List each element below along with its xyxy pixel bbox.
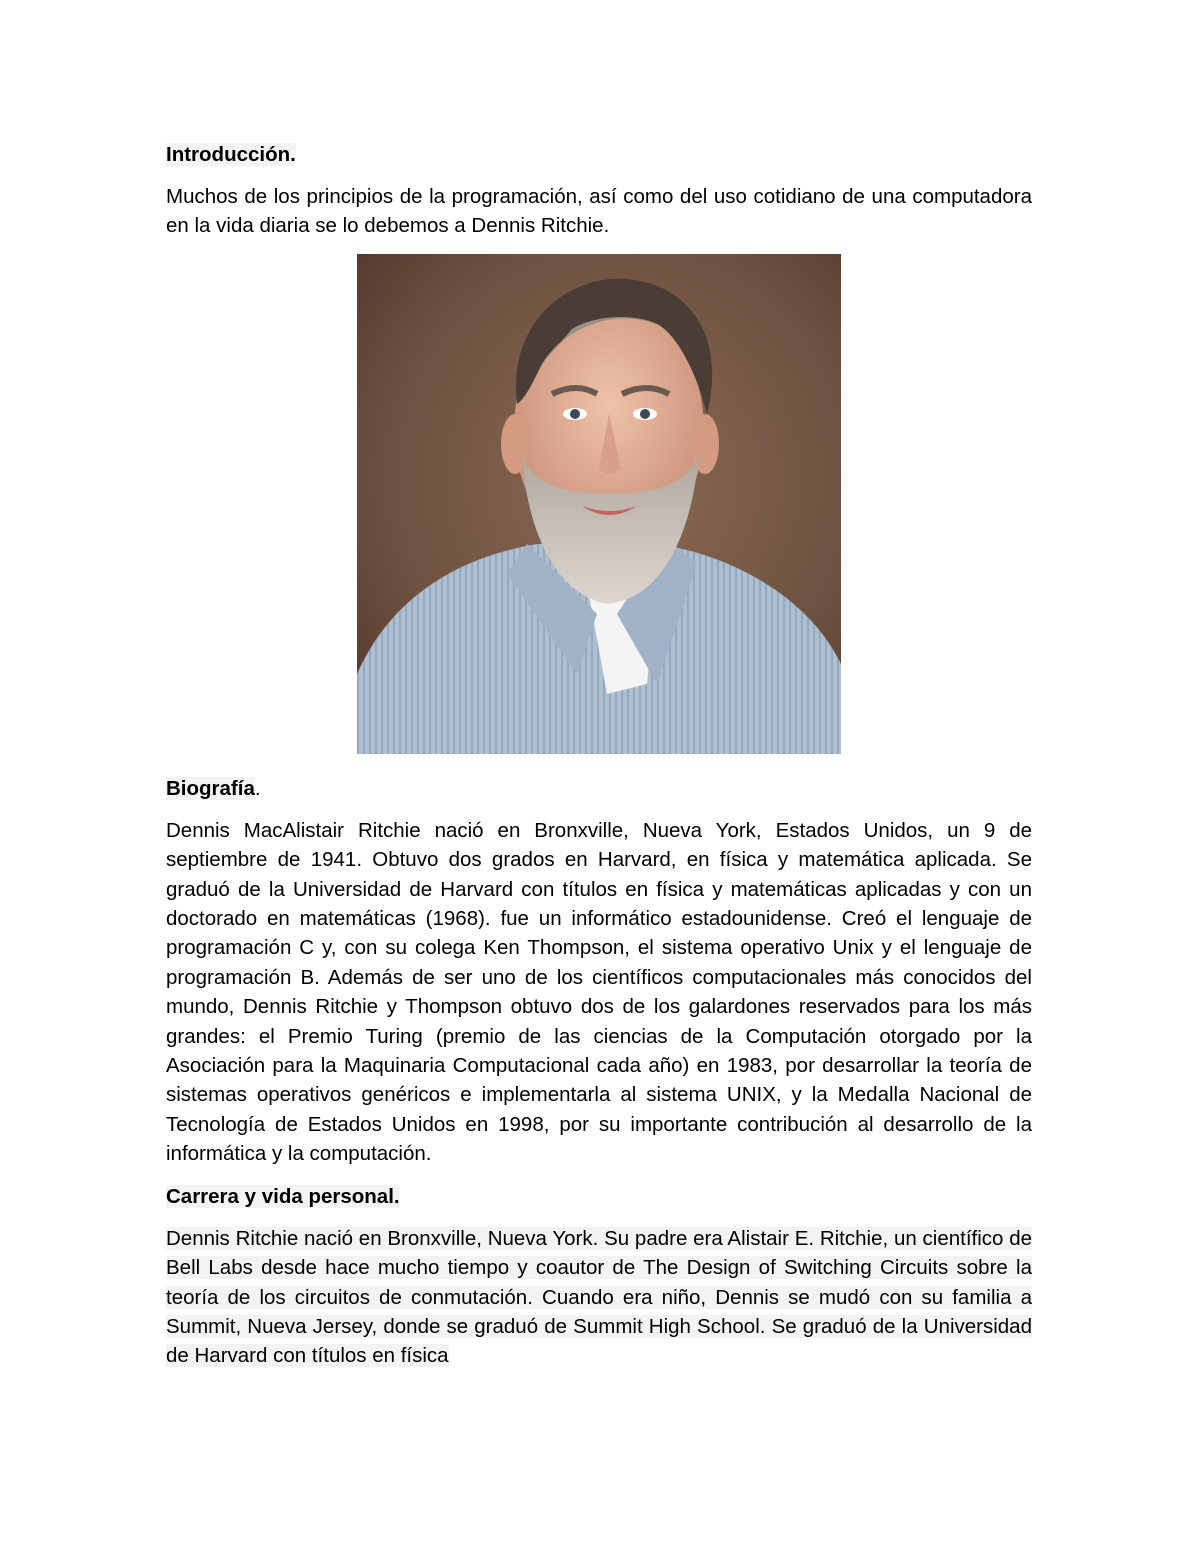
portrait-photo — [357, 254, 841, 754]
career-heading: Carrera y vida personal. — [166, 1184, 400, 1208]
photo-container — [166, 254, 1032, 754]
biography-paragraph: Dennis MacAlistair Ritchie nació en Bronxville, Nueva York, Estados Unidos, un 9 de septiembre de 1941. Obtuvo dos grados en Harvard, en física y matemática aplicada. Se graduó de la Universidad de Harvard con títulos en física y matemáticas aplicadas y con un doctorado en matemáticas (1968). fue un informático estadounidense. Creó el lenguaje de programación C y, con su colega Ken Thompson, el sistema operativo Unix y el lenguaje de programación B. Además de ser uno de los científicos computacionales más conocidos del mundo, Dennis Ritchie y Thompson obtuvo dos de los galardones reservados para los más grandes: el Premio Turing (premio de las ciencias de la Computación otorgado por la Asociación para la Maquinaria Computacional cada año) en 1983, por desarrollar la teoría de sistemas operativos genéricos e implementarla al sistema UNIX, y la Medalla Nacional de Tecnología de Estados Unidos en 1998, por su importante contribución al desarrollo de la informática y la computación. — [166, 818, 1032, 1166]
biography-heading: Biografía. — [166, 776, 261, 800]
career-paragraph: Dennis Ritchie nació en Bronxville, Nueva York. Su padre era Alistair E. Ritchie, un científico de Bell Labs desde hace mucho tiempo y coautor de The Design of Switching Circuits sobre la teoría de los circuitos de conmutación. Cuando era niño, Dennis se mudó con su familia a Summit, Nueva Jersey, donde se graduó de Summit High School. Se graduó de la Universidad de Harvard con títulos en física — [166, 1226, 1032, 1368]
intro-paragraph: Muchos de los principios de la programación, así como del uso cotidiano de una computadora en la vida diaria se lo debemos a Dennis Ritchie. — [166, 185, 1032, 238]
document-page — [166, 140, 1032, 1384]
intro-heading: Introducción. — [166, 143, 296, 166]
